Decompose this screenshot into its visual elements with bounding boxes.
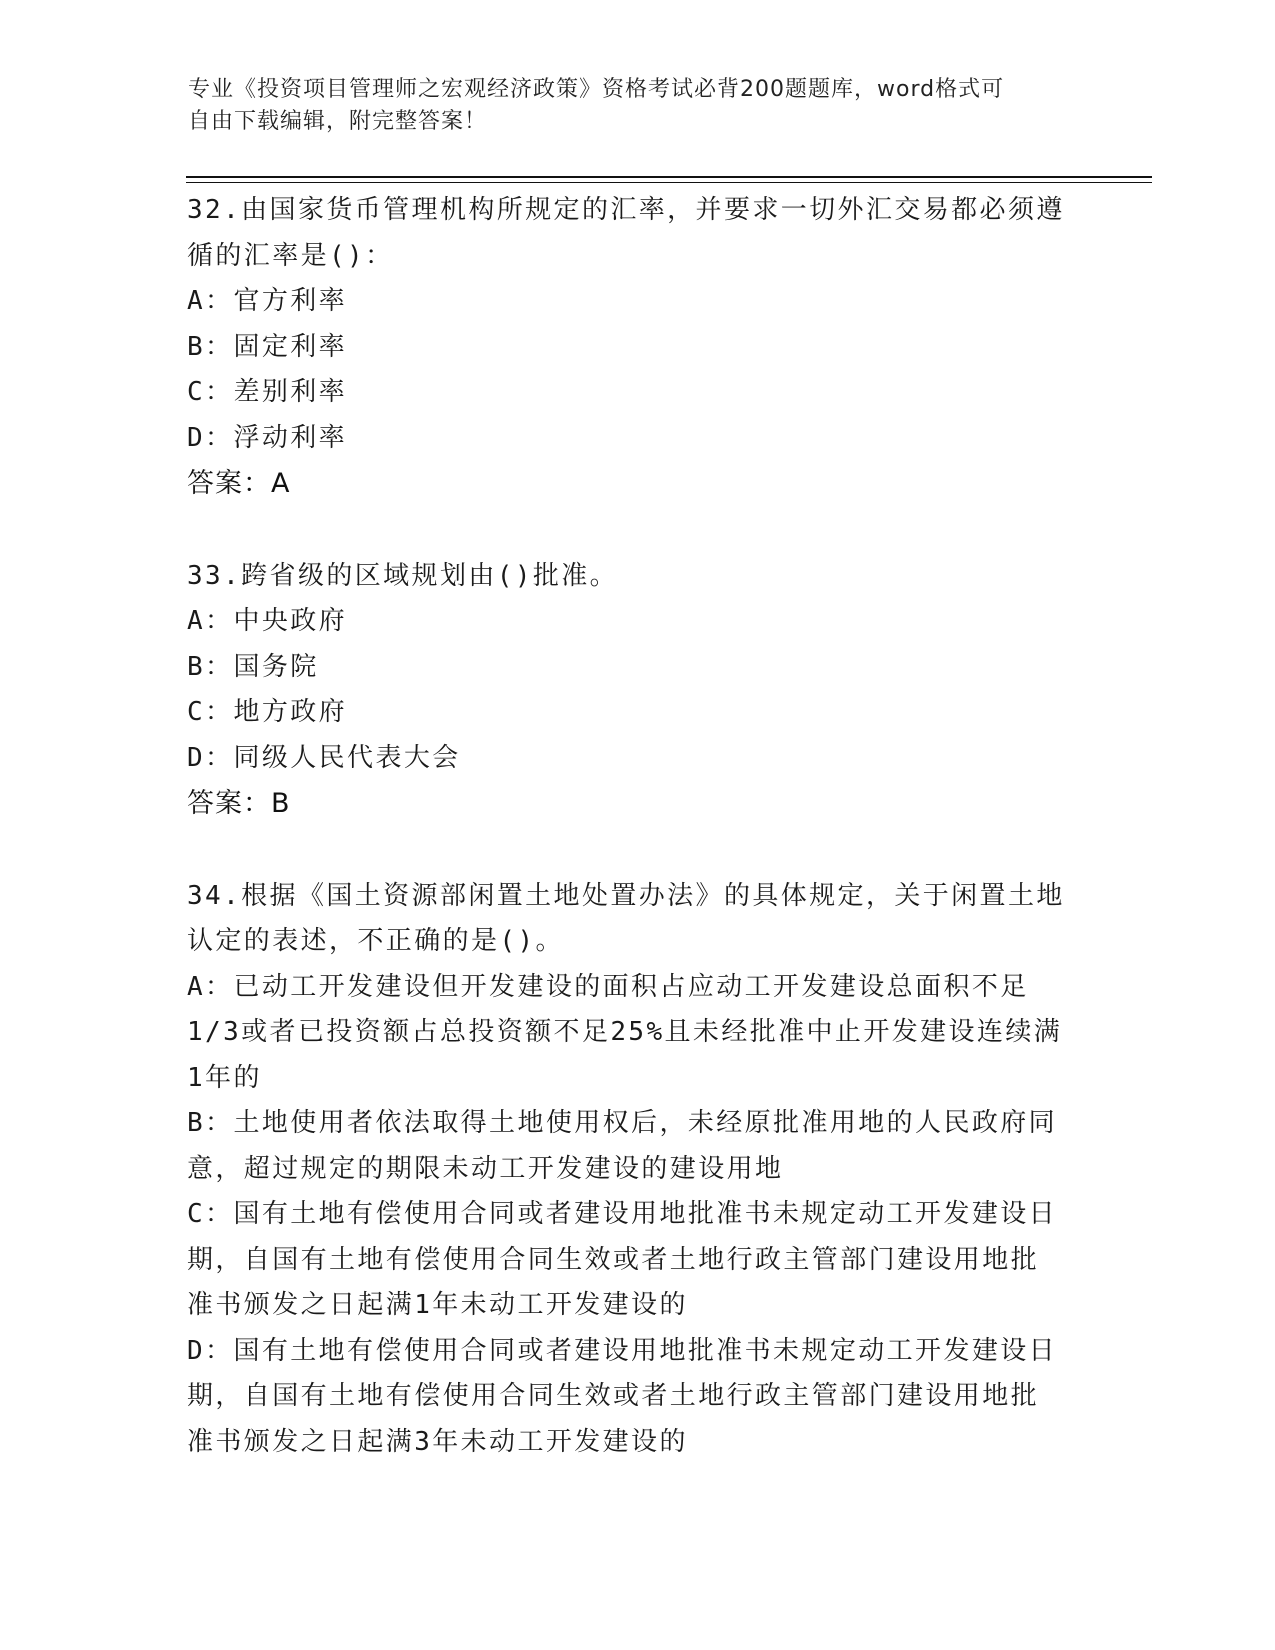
question-stem-line: 34.根据《国土资源部闲置土地处置办法》的具体规定，关于闲置土地 [187, 880, 1065, 911]
option-b: B：固定利率 [187, 331, 348, 362]
question-34 [187, 874, 1087, 1466]
option-d: D：浮动利率 [187, 422, 348, 453]
option-d [187, 1329, 1087, 1466]
question-stem-line: 32.由国家货币管理机构所规定的汇率，并要求一切外汇交易都必须遵 [187, 195, 1065, 225]
question-32 [187, 188, 1087, 507]
option-line: 准书颁发之日起满1年未动工开发建设的 [187, 1290, 688, 1320]
option-b [187, 1101, 1087, 1192]
option-c: C：地方政府 [187, 697, 348, 727]
answer-label: 答案：B [187, 788, 291, 819]
option-c [187, 1192, 1087, 1329]
question-stem-line: 33.跨省级的区域规划由()批准。 [187, 560, 619, 591]
header-divider-thick [186, 176, 1152, 178]
question-stem-line: 认定的表述，不正确的是()。 [187, 926, 564, 956]
option-line: 1/3或者已投资额占总投资额不足25%且未经批准中止开发建设连续满 [187, 1017, 1063, 1047]
option-line: C：国有土地有偿使用合同或者建设用地批准书未规定动工开发建设日 [187, 1199, 1058, 1229]
option-line: 期，自国有土地有偿使用合同生效或者土地行政主管部门建设用地批 [187, 1244, 1040, 1275]
header-title-line-1: 专业《投资项目管理师之宏观经济政策》资格考试必背200题题库，word格式可 [188, 77, 1005, 102]
option-a: A：官方利率 [187, 286, 348, 316]
option-a [187, 965, 1087, 1102]
header-divider-thin [186, 182, 1152, 183]
option-line: D：国有土地有偿使用合同或者建设用地批准书未规定动工开发建设日 [187, 1335, 1058, 1366]
option-d: D：同级人民代表大会 [187, 742, 461, 773]
option-line: B：土地使用者依法取得土地使用权后，未经原批准用地的人民政府同 [187, 1108, 1058, 1138]
answer-label: 答案：A [187, 468, 291, 499]
option-b: B：国务院 [187, 651, 319, 682]
question-list [187, 188, 1087, 1465]
option-a: A：中央政府 [187, 606, 348, 636]
question-stem-line: 循的汇率是()： [187, 240, 394, 271]
header-title-line-2: 自由下载编辑，附完整答案！ [188, 109, 488, 134]
option-line: 期，自国有土地有偿使用合同生效或者土地行政主管部门建设用地批 [187, 1381, 1040, 1411]
option-c: C：差别利率 [187, 377, 348, 407]
option-line: 意，超过规定的期限未动工开发建设的建设用地 [187, 1153, 784, 1184]
document-header [188, 74, 1088, 138]
question-33 [187, 554, 1087, 827]
option-line: 1年的 [187, 1062, 262, 1093]
option-line: A：已动工开发建设但开发建设的面积占应动工开发建设总面积不足 [187, 971, 1029, 1002]
option-line: 准书颁发之日起满3年未动工开发建设的 [187, 1426, 688, 1457]
